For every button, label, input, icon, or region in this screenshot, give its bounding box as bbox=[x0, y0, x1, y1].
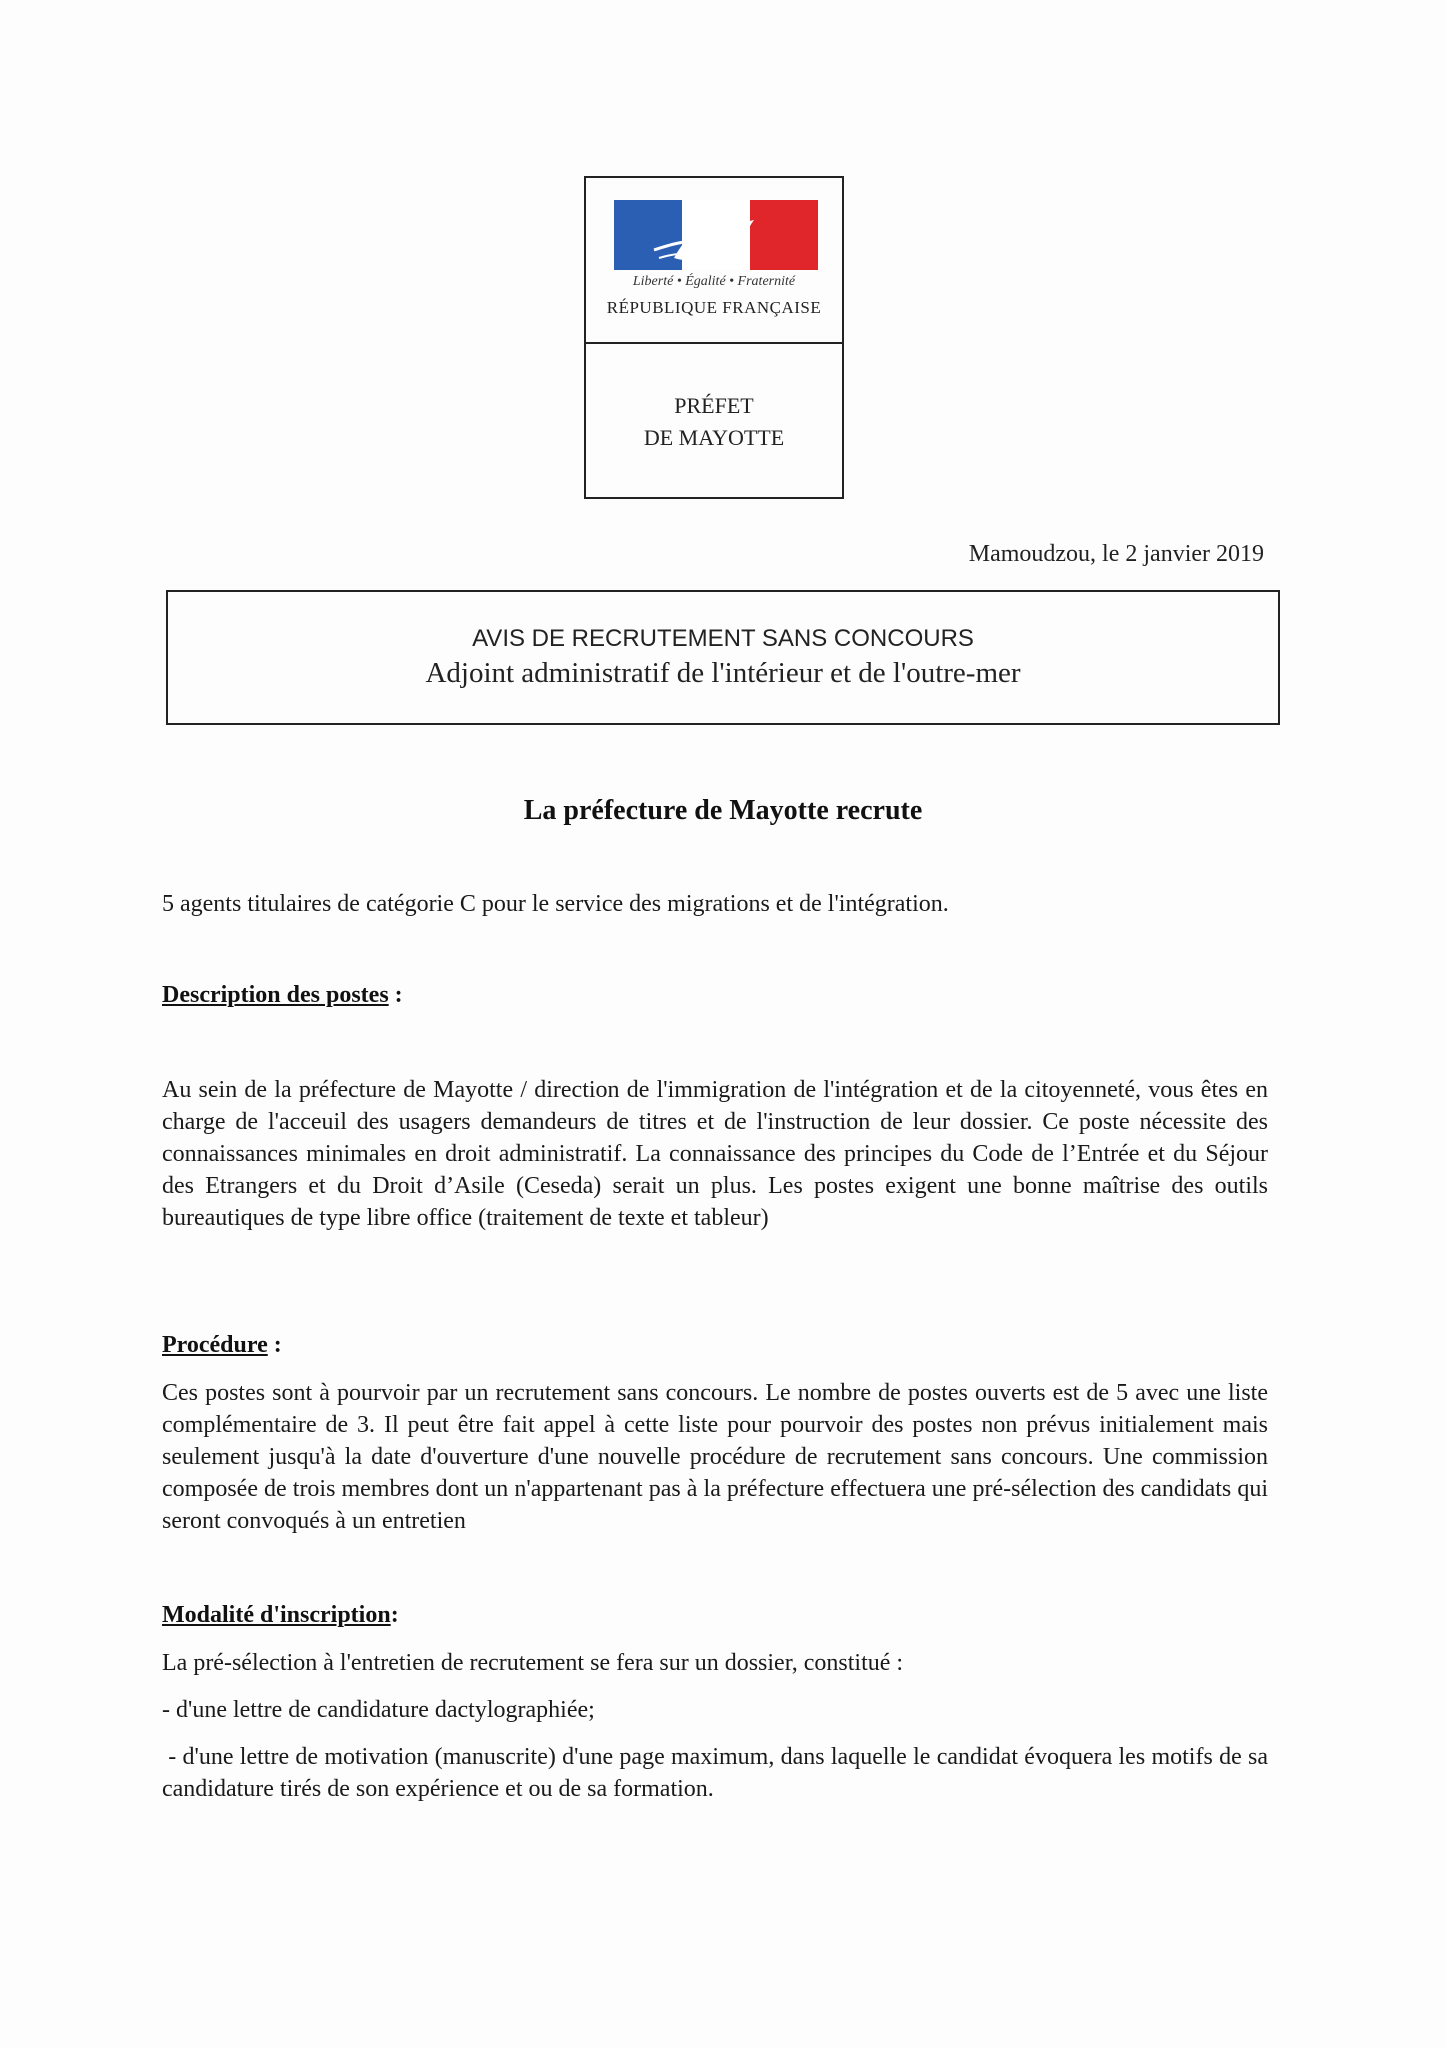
document-date: Mamoudzou, le 2 janvier 2019 bbox=[968, 541, 1264, 567]
procedure-paragraph: Ces postes sont à pourvoir par un recrutement sans concours. Le nombre de postes ouverts est de 5 avec une liste complémentaire de 3. Il peut être fait appel à cette liste pour pourvoir des postes non prévus initialement mais seulement jusqu'à la date d'ouverture d'une nouvelle procédure de recrutement sans concours. Une commission composée de trois membres dont un n'appartenant pas à la préfecture effectuera une pré-sélection des candidats qui seront convoqués à un entretien bbox=[162, 1380, 1268, 1534]
headline: La préfecture de Mayotte recrute bbox=[523, 795, 923, 826]
republic-motto: Liberté • Égalité • Fraternité bbox=[632, 274, 796, 289]
prefet-title bbox=[586, 390, 842, 454]
procedure-heading-line bbox=[162, 1332, 282, 1359]
notice-title: AVIS DE RECRUTEMENT SANS CONCOURS bbox=[472, 625, 974, 652]
description-heading-suffix: : bbox=[388, 982, 403, 1008]
description-heading: Description des postes bbox=[162, 982, 389, 1008]
notice-subtitle: Adjoint administratif de l'intérieur et de l'outre-mer bbox=[425, 657, 1021, 689]
inscription-heading-line bbox=[162, 1602, 399, 1629]
marianne-block bbox=[584, 176, 844, 499]
inscription-heading: Modalité d'inscription bbox=[162, 1602, 391, 1628]
inscription-item-2: - d'une lettre de motivation (manuscrite) d'une page maximum, dans laquelle le candidat évoquera les motifs de sa candidature tirés de son expérience et ou de sa formation. bbox=[162, 1744, 1275, 1802]
inscription-heading-suffix: : bbox=[390, 1602, 399, 1628]
description-heading-line bbox=[162, 982, 403, 1009]
intro-paragraph: 5 agents titulaires de catégorie C pour le service des migrations et de l'intégration. bbox=[162, 891, 949, 917]
logo-area bbox=[586, 178, 842, 344]
procedure-heading: Procédure bbox=[162, 1332, 268, 1358]
republic-name: RÉPUBLIQUE FRANÇAISE bbox=[606, 298, 822, 317]
notice-box bbox=[166, 590, 1280, 725]
prefet-line-2: DE MAYOTTE bbox=[643, 425, 785, 450]
marianne-logo-icon bbox=[614, 200, 818, 270]
prefet-line-1: PRÉFET bbox=[674, 393, 754, 418]
procedure-heading-suffix: : bbox=[267, 1332, 282, 1358]
description-paragraph: Au sein de la préfecture de Mayotte / direction de l'immigration de l'intégration et de la citoyenneté, vous êtes en charge de l'acceuil des usagers demandeurs de titres et de l'instruction de leur dossier. Ce poste nécessite des connaissances minimales en droit administratif. La connaissance des principes du Code de l’Entrée et du Séjour des Etrangers et du Droit d’Asile (Ceseda) serait un plus. Les postes exigent une bonne maîtrise des outils bureautiques de type libre office (traitement de texte et tableur) bbox=[162, 1077, 1268, 1231]
inscription-item-1: - d'une lettre de candidature dactylographiée; bbox=[162, 1697, 595, 1723]
inscription-intro: La pré-sélection à l'entretien de recrutement se fera sur un dossier, constitué : bbox=[162, 1650, 904, 1676]
